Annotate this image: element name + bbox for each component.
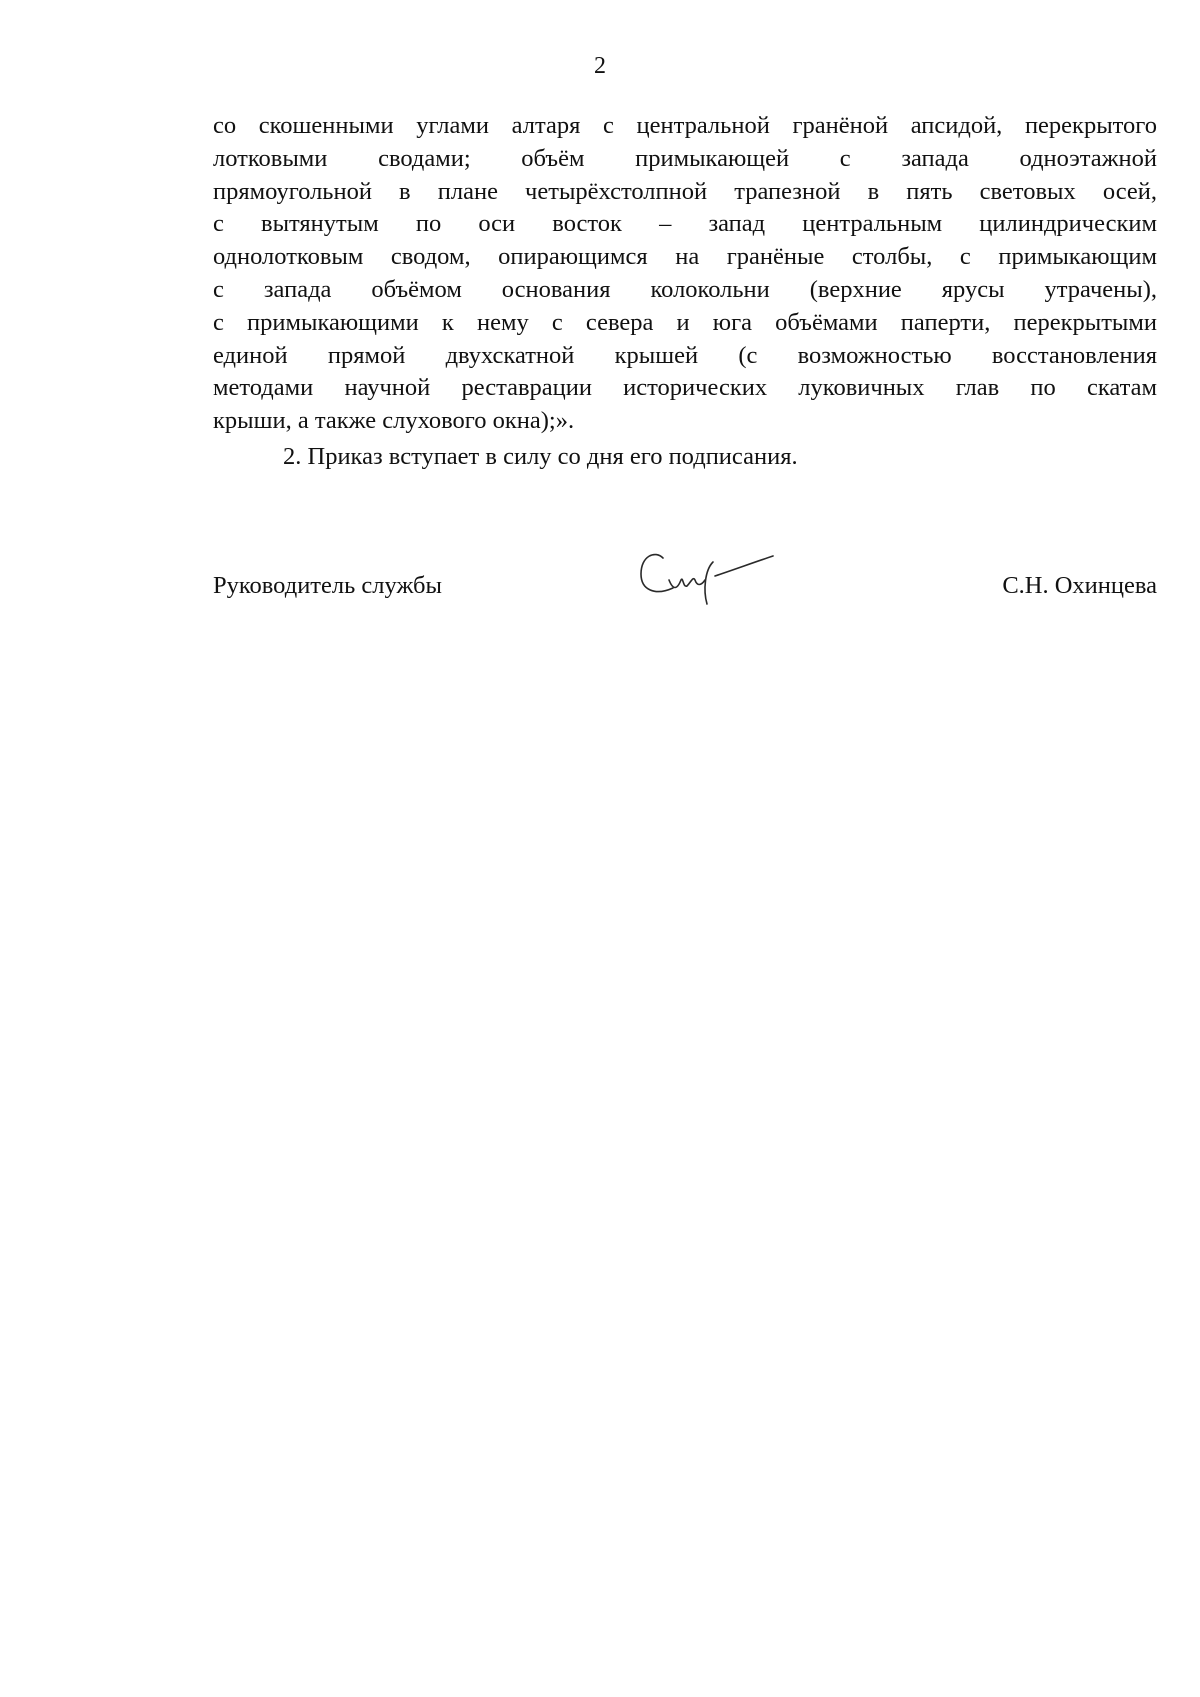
text-line: с примыкающими к нему с севера и юга объёмами паперти, перекрытыми xyxy=(213,308,1157,336)
page-number: 2 xyxy=(594,53,606,79)
signature-block xyxy=(213,536,1157,626)
signer-name: С.Н. Охинцева xyxy=(1002,572,1157,599)
text-line: прямоугольной в плане четырёхстолпной трапезной в пять световых осей, xyxy=(213,177,1157,205)
text-line: единой прямой двухскатной крышей (с возможностью восстановления xyxy=(213,341,1157,369)
text-line: с вытянутым по оси восток – запад центральным цилиндрическим xyxy=(213,210,1157,238)
text-line: с запада объёмом основания колокольни (верхние ярусы утрачены), xyxy=(213,275,1157,303)
text-line: однолотковым сводом, опирающимся на гранёные столбы, с примыкающим xyxy=(213,243,1157,271)
text-line: крыши, а также слухового окна);». xyxy=(213,407,575,435)
text-line: методами научной реставрации исторических луковичных глав по скатам xyxy=(213,374,1157,402)
paragraph-2: 2. Приказ вступает в силу со дня его подписания. xyxy=(283,443,798,470)
signer-position: Руководитель службы xyxy=(213,572,442,599)
text-line: лотковыми сводами; объём примыкающей с запада одноэтажной xyxy=(213,144,1157,172)
text-line: со скошенными углами алтаря с центральной гранёной апсидой, перекрытого xyxy=(213,112,1157,139)
handwritten-signature xyxy=(633,536,793,616)
paragraph-1 xyxy=(213,110,1157,438)
